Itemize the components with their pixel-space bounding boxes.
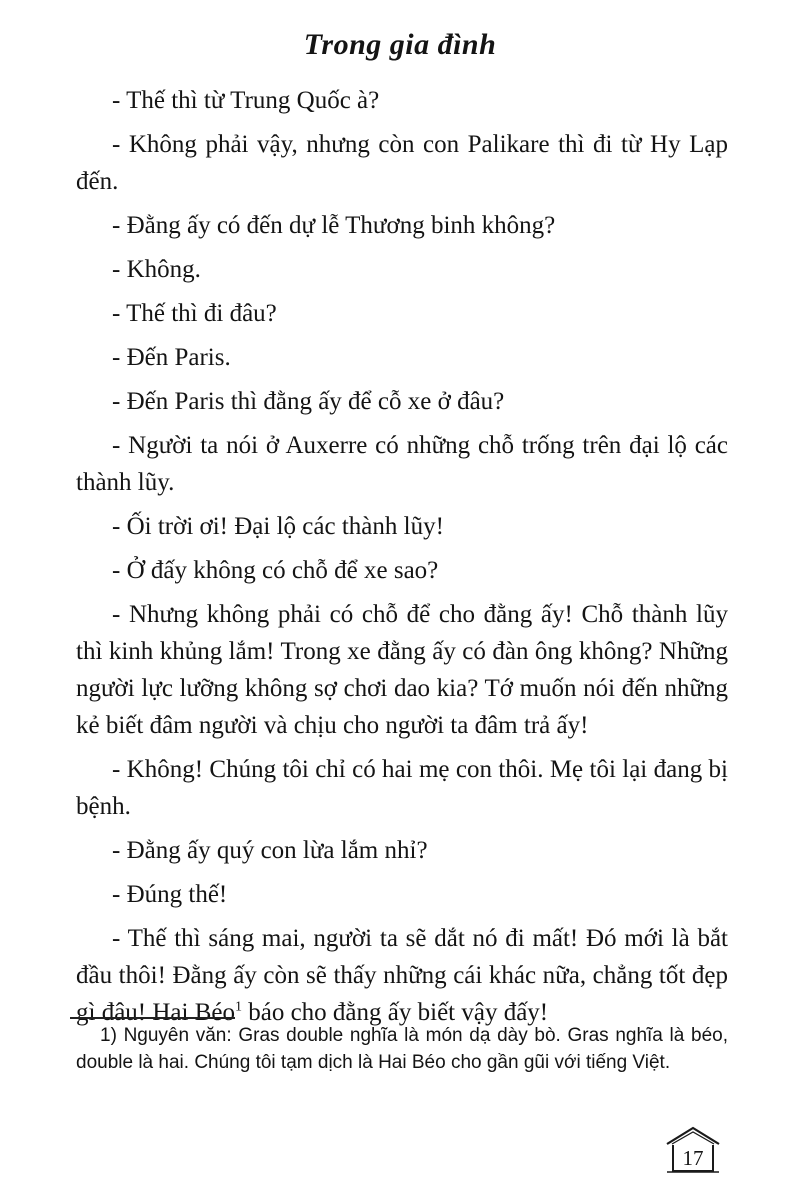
paragraph: - Đằng ấy có đến dự lễ Thương binh không? (112, 212, 556, 239)
body-text (76, 82, 728, 1038)
paragraph: - Đằng ấy quý con lừa lắm nhỉ? (112, 837, 428, 864)
paragraph: - Nhưng không phải có chỗ để cho đằng ấy! Chỗ thành lũy thì kinh khủng lắm! Trong xe đằng ấy có đàn ông không? Những người lực lưỡng không sợ chơi dao kia? Tớ muốn nói đến những kẻ biết đâm người và chịu cho người ta đâm trả ấy! (76, 601, 728, 739)
paragraph: - Đến Paris thì đằng ấy để cỗ xe ở đâu? (112, 388, 505, 415)
last-paragraph-text-end: báo cho đằng ấy biết vậy đấy! (241, 999, 549, 1026)
footnote-divider (70, 1017, 235, 1019)
page-number-badge (663, 1124, 723, 1174)
paragraph: - Không. (112, 256, 201, 283)
page-header-title: Trong gia đình (303, 28, 497, 61)
paragraph: - Không phải vậy, nhưng còn con Palikare thì đi từ Hy Lạp đến. (76, 131, 728, 195)
paragraph: - Đúng thế! (112, 881, 228, 908)
paragraph: - Ở đấy không có chỗ để xe sao? (112, 557, 439, 584)
paragraph: - Ối trời ơi! Đại lộ các thành lũy! (112, 513, 444, 540)
paragraph: - Thế thì đi đâu? (112, 300, 277, 327)
paragraph: - Người ta nói ở Auxerre có những chỗ trống trên đại lộ các thành lũy. (76, 432, 728, 496)
paragraph: - Không! Chúng tôi chỉ có hai mẹ con thôi. Mẹ tôi lại đang bị bệnh. (76, 756, 728, 820)
paragraph: - Đến Paris. (112, 344, 231, 371)
last-paragraph-text: - Thế thì sáng mai, người ta sẽ dắt nó đi mất! Đó mới là bắt đầu thôi! Đằng ấy còn sẽ thấy những cái khác nữa, chẳng tốt đẹp gì đâu! Hai Béo (76, 925, 728, 1026)
page-number: 17 (682, 1146, 704, 1170)
footnote-reference[interactable]: 1 (234, 999, 242, 1015)
footnote: 1) Nguyên văn: Gras double nghĩa là món dạ dày bò. Gras nghĩa là béo, double là hai. Chúng tôi tạm dịch là Hai Béo cho gần gũi với tiếng Việt. (76, 1025, 728, 1073)
paragraph: - Thế thì từ Trung Quốc à? (112, 87, 380, 114)
last-paragraph (76, 920, 728, 1031)
